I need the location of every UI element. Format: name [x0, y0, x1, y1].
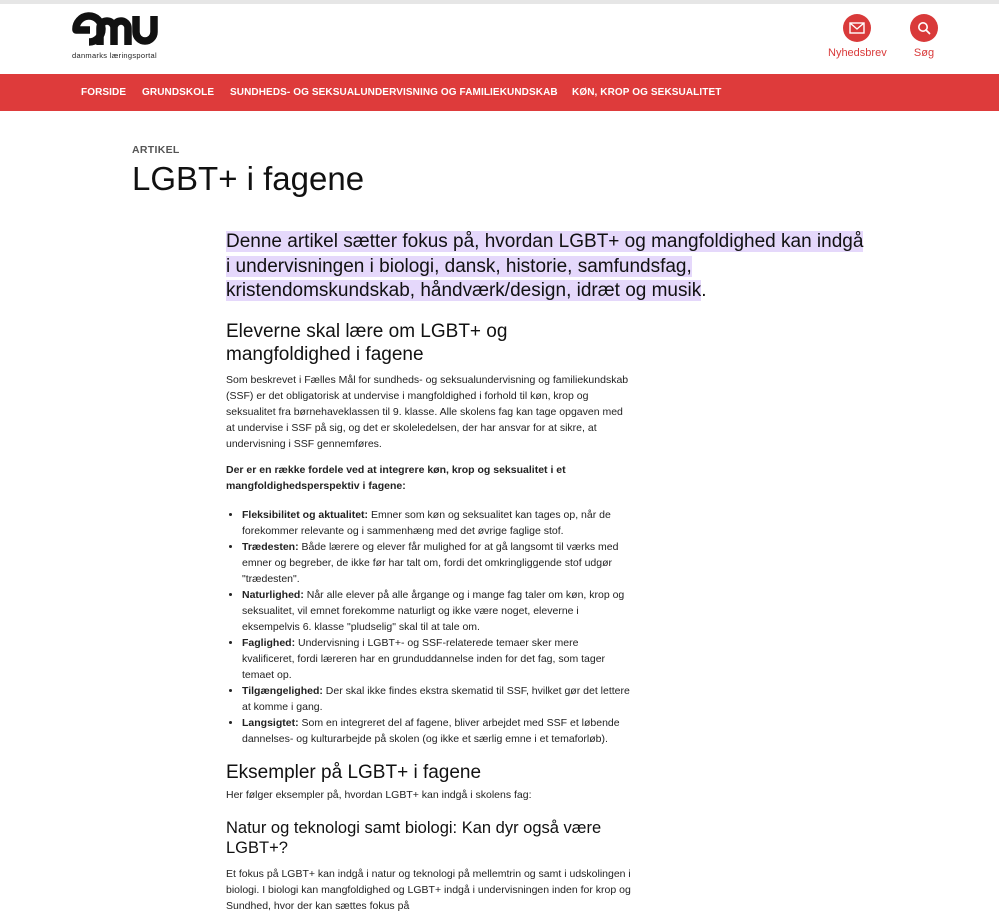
mail-icon: [843, 14, 871, 42]
list-item-text: Der skal ikke findes ekstra skematid til SSF, hvilket gør det lettere at komme i gang.: [242, 685, 630, 713]
list-item: [242, 507, 631, 539]
newsletter-label: Nyhedsbrev: [828, 47, 887, 59]
list-item: [242, 635, 631, 683]
subheading-natur-biologi: Natur og teknologi samt biologi: Kan dyr også være LGBT+?: [226, 819, 602, 857]
section-heading-eksempler: Eksempler på LGBT+ i fagene: [226, 762, 482, 783]
search-button[interactable]: [910, 14, 938, 59]
list-item-term: Trædesten:: [242, 541, 299, 553]
section-heading-fagene: Eleverne skal lære om LGBT+ og mangfoldighed i fagene: [226, 321, 508, 365]
site-header: [0, 4, 999, 74]
list-item-text: Som en integreret del af fagene, bliver arbejdet med SSF et løbende dannelses- og kulturarbejde på skolen (og ikke et særlig emne i et temaforløb).: [242, 717, 620, 745]
nav-item-grundskole[interactable]: GRUNDSKOLE: [142, 87, 215, 98]
benefits-intro: Der er en række fordele ved at integrere køn, krop og seksualitet i et mangfoldighedsperspektiv i fagene:: [226, 464, 566, 492]
list-item-term: Naturlighed:: [242, 589, 304, 601]
emu-logo-link[interactable]: [72, 12, 162, 64]
lead-end: .: [701, 280, 707, 301]
page-title: LGBT+ i fagene: [132, 160, 365, 197]
article-lead: [226, 230, 866, 304]
section-paragraph: Her følger eksempler på, hvordan LGBT+ kan indgå i skolens fag:: [226, 789, 532, 801]
list-item: [242, 587, 631, 635]
section-paragraph: Et fokus på LGBT+ kan indgå i natur og teknologi på mellemtrin og samt i udskolingen i biologi. I biologi kan mangfoldighed og LGBT+ indgå i undervisningen inden for krop og Sundhed, hvor der kan sættes fokus på: [226, 868, 631, 912]
list-item-text: Både lærere og elever får mulighed for at gå langsomt til værks med emner og begreber, de ikke før har talt om, fordi det omkringliggende stof udgør "trædesten".: [242, 541, 619, 585]
list-item-term: Faglighed:: [242, 637, 296, 649]
list-item-term: Tilgængelighed:: [242, 685, 323, 697]
article-body: [226, 320, 631, 914]
article-kicker: ARTIKEL: [132, 144, 180, 156]
list-item: [242, 539, 631, 587]
benefits-list: [226, 507, 631, 747]
lead-highlight: Denne artikel sætter fokus på, hvordan LGBT+ og mangfoldighed kan indgå i undervisningen i biologi, dansk, historie, samfundsfag, kristendomskundskab, håndværk/design, idræt og musik: [226, 231, 864, 301]
list-item: [242, 683, 631, 715]
nav-item-koen-krop[interactable]: KØN, KROP OG SEKSUALITET: [572, 87, 722, 98]
list-item: [242, 715, 631, 747]
search-icon: [910, 14, 938, 42]
list-item-text: Undervisning i LGBT+- og SSF-relaterede temaer sker mere kvalificeret, fordi læreren har en grunduddannelse inden for det fag, som tager temaet op.: [242, 637, 606, 681]
list-item-text: Emner som køn og seksualitet kan tages op, når de forekommer relevante og i sammenhæng med det øvrige faglige stof.: [242, 509, 611, 537]
section-paragraph: Som beskrevet i Fælles Mål for sundheds- og seksualundervisning og familiekundskab (SSF) er det obligatorisk at undervise i mangfoldighed i forhold til køn, krop og seksualitet fra børnehaveklassen til 9. klasse. Alle skolens fag kan tage opgaven med at undervise i SSF på sig, og det er skoleledelsen, der har ansvar for at sikre, at undervisning i SSF gennemføres.: [226, 374, 629, 450]
list-item-term: Langsigtet:: [242, 717, 299, 729]
list-item-text: Når alle elever på alle årgange og i mange fag taler om køn, krop og seksualitet, vil emnet forekomme naturligt og ikke være noget, eleverne i eksempelvis 6. klasse "pludselig" skal til at tale om.: [242, 589, 625, 633]
logo-subtitle: danmarks læringsportal: [72, 51, 157, 60]
nav-item-forside[interactable]: FORSIDE: [81, 87, 127, 98]
nav-item-ssf[interactable]: SUNDHEDS- OG SEKSUALUNDERVISNING OG FAMILIEKUNDSKAB: [230, 87, 558, 98]
search-label: Søg: [913, 47, 935, 59]
breadcrumb-nav: [0, 74, 999, 111]
list-item-term: Fleksibilitet og aktualitet:: [242, 509, 369, 521]
newsletter-button[interactable]: [828, 14, 887, 59]
emu-logo: [72, 12, 160, 48]
